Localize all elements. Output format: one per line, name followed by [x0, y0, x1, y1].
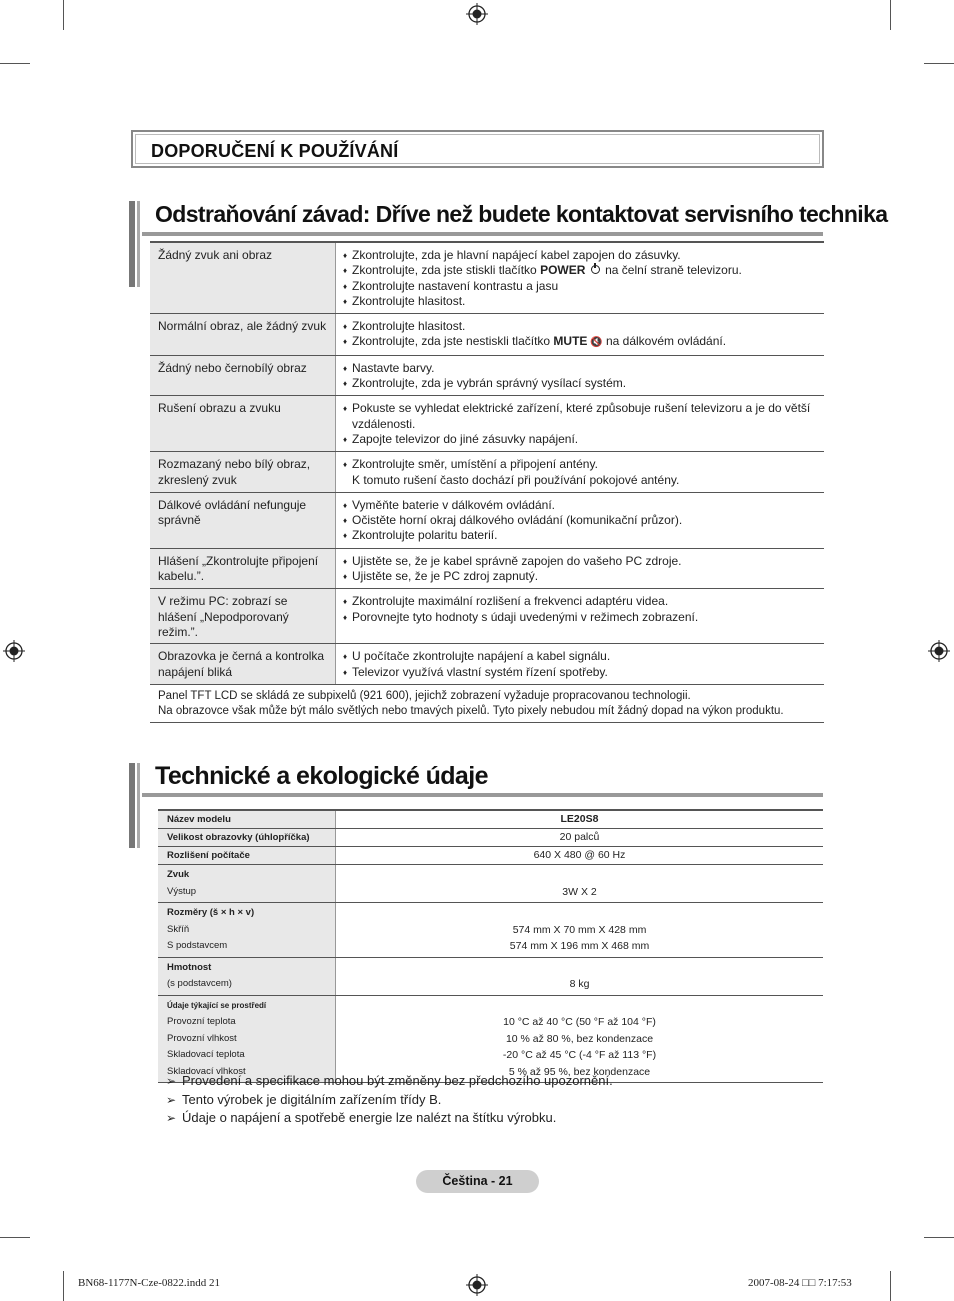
spec-label: Provozní vlhkost — [167, 1032, 237, 1044]
spec-value: 574 mm X 196 mm X 468 mm — [509, 940, 650, 952]
spec-value-cell — [336, 829, 823, 846]
spec-label: Provozní teplota — [167, 1016, 236, 1027]
solution-cell — [336, 644, 824, 684]
note-item — [166, 1091, 613, 1110]
section-title: DOPORUČENÍ K POUŽÍVÁNÍ — [151, 141, 399, 161]
spec-notes — [166, 1072, 613, 1128]
spec-label: S podstavcem — [167, 940, 228, 951]
spec-value: 10 % až 80 %, bez kondenzace — [505, 1032, 654, 1045]
solution-text: na čelní straně televizoru. — [601, 263, 742, 278]
registration-mark-icon — [466, 3, 488, 25]
spec-label-cell — [158, 958, 336, 995]
crop-mark — [924, 1237, 954, 1238]
solution-item: K tomuto rušení často dochází při používání pokojové antény. — [352, 472, 680, 487]
solution-item: ♦ Zkontrolujte směr, umístění a připojení antény. — [343, 457, 816, 472]
registration-mark-icon — [466, 1274, 488, 1296]
spec-label: Rozměry (š × h × v) — [167, 907, 255, 918]
solution-cell — [336, 356, 824, 396]
spec-value: -20 °C až 45 °C (-4 °F až 113 °F) — [502, 1049, 657, 1061]
note-line: Panel TFT LCD se skládá ze subpixelů (921 600), jejichž zobrazení vyžaduje propracovanou technologii. — [158, 689, 691, 702]
spec-value: 8 kg — [569, 978, 590, 990]
spec-label: Údaje týkající se prostředí — [167, 1000, 267, 1010]
crop-mark — [890, 1271, 891, 1301]
heading-bar — [129, 201, 135, 287]
solution-item: ♦ Nastavte barvy. — [343, 361, 816, 376]
solution-item: ♦ Očistěte horní okraj dálkového ovládání (komunikační průzor). — [343, 513, 816, 528]
footer-file: BN68-1177N-Cze-0822.indd 21 — [78, 1277, 220, 1289]
solution-cell — [336, 452, 824, 492]
solution-item: ♦ Ujistěte se, že je PC zdroj zapnutý. — [343, 569, 816, 584]
button-name: MUTE — [553, 334, 588, 349]
solution-item: ♦ Pokuste se vyhledat elektrické zařízení, které způsobuje rušení televizoru a je do větší vzdálenosti. — [343, 401, 816, 432]
section-title-box — [131, 130, 824, 168]
button-name: POWER — [540, 263, 586, 278]
spec-label-cell — [158, 847, 336, 864]
spec-value: 10 °C až 40 °C (50 °F až 104 °F) — [503, 1016, 656, 1028]
table-row — [150, 644, 824, 685]
table-row — [150, 452, 824, 493]
solution-item: ♦ Zkontrolujte maximální rozlišení a frekvenci adaptéru videa. — [343, 594, 816, 609]
registration-mark-icon — [928, 640, 950, 662]
table-row — [150, 396, 824, 452]
spec-row — [158, 809, 823, 829]
note-item — [166, 1109, 613, 1128]
spec-row — [158, 903, 823, 958]
solution-item: ♦ Zkontrolujte hlasitost. — [343, 294, 816, 309]
solution-cell — [336, 396, 824, 451]
solution-item: ♦ Zkontrolujte polaritu baterií. — [343, 528, 816, 543]
table-row — [150, 589, 824, 644]
solution-item: ♦ Zkontrolujte nastavení kontrastu a jasu — [343, 279, 816, 294]
spec-value: 3W X 2 — [562, 885, 597, 898]
table-row — [150, 356, 824, 397]
page-number: Čeština - 21 — [416, 1170, 539, 1193]
mute-icon: 🔇 — [587, 337, 603, 349]
problem-cell: Normální obraz, ale žádný zvuk — [150, 314, 336, 355]
solution-item — [343, 263, 816, 278]
solution-item: ♦ Zapojte televizor do jiné zásuvky napájení. — [343, 432, 816, 447]
heading-bar — [137, 201, 140, 287]
spec-label-cell — [158, 903, 336, 957]
spec-value: 640 X 480 @ 60 Hz — [533, 849, 626, 861]
spec-value: 574 mm X 70 mm X 428 mm — [512, 923, 647, 936]
table-row — [150, 493, 824, 549]
spec-row — [158, 829, 823, 847]
solution-cell — [336, 549, 824, 589]
solution-item — [343, 334, 816, 350]
spec-row — [158, 847, 823, 865]
spec-row — [158, 996, 823, 1084]
solution-cell — [336, 243, 824, 313]
solution-item: ♦ Porovnejte tyto hodnoty s údaji uvedenými v režimech zobrazení. — [343, 610, 816, 625]
solution-item: ♦ U počítače zkontrolujte napájení a kabel signálu. — [343, 649, 816, 664]
spec-label: Skříň — [167, 923, 190, 935]
crop-mark — [0, 1237, 30, 1238]
spec-value: 20 palců — [559, 831, 600, 843]
spec-row — [158, 865, 823, 903]
spec-label: (s podstavcem) — [167, 978, 232, 989]
spec-label: Rozlišení počítače — [167, 850, 250, 861]
solution-text: Zkontrolujte, zda jste nestiskli tlačítko — [352, 334, 554, 349]
problem-cell: Obrazovka je černá a kontrolka napájení bliká — [150, 644, 336, 684]
power-icon — [591, 265, 600, 274]
heading-bar — [137, 763, 140, 848]
problem-cell: Žádný zvuk ani obraz — [150, 243, 336, 313]
spec-value-cell — [336, 865, 823, 902]
arrow-icon: ➢ — [166, 1074, 177, 1088]
heading-rule — [142, 793, 823, 797]
spec-value-cell — [336, 811, 823, 828]
note-text: Provedení a specifikace mohou být změněny bez předchozího upozornění. — [182, 1073, 613, 1088]
spec-value: 5 % až 95 %, bez kondenzace — [508, 1065, 651, 1078]
crop-mark — [63, 0, 64, 30]
registration-mark-icon — [3, 640, 25, 662]
problem-cell: Dálkové ovládání nefunguje správně — [150, 493, 336, 548]
spec-value-cell — [336, 958, 823, 995]
heading-bar — [129, 763, 135, 848]
spec-label-cell — [158, 811, 336, 828]
arrow-icon: ➢ — [166, 1092, 177, 1107]
solution-text: Zkontrolujte, zda jste stiskli tlačítko — [352, 263, 541, 278]
solution-item: ♦ Televizor využívá vlastní systém řízení spotřeby. — [343, 665, 816, 680]
spec-label: Název modelu — [167, 814, 231, 825]
solution-cell — [336, 493, 824, 548]
pixel-note — [150, 685, 824, 723]
problem-cell: Žádný nebo černobílý obraz — [150, 356, 336, 396]
spec-label: Výstup — [167, 885, 197, 897]
spec-label: Skladovací vlhkost — [167, 1065, 246, 1077]
solution-cell — [336, 314, 824, 355]
spec-label-cell — [158, 996, 336, 1083]
spec-label: Zvuk — [167, 869, 190, 880]
crop-mark — [890, 0, 891, 30]
spec-value-cell — [336, 996, 823, 1083]
crop-mark — [63, 1271, 64, 1301]
specs-heading: Technické a ekologické údaje — [155, 762, 488, 790]
spec-value-cell — [336, 903, 823, 957]
problem-cell: Rušení obrazu a zvuku — [150, 396, 336, 451]
spec-value: LE20S8 — [560, 813, 599, 825]
table-row — [150, 549, 824, 590]
heading-rule — [142, 232, 823, 236]
spec-value-cell — [336, 847, 823, 864]
solution-item: ♦ Zkontrolujte, zda je hlavní napájecí kabel zapojen do zásuvky. — [343, 248, 816, 263]
note-text: Údaje o napájení a spotřebě energie lze nalézt na štítku výrobku. — [182, 1110, 557, 1125]
problem-cell: Rozmazaný nebo bílý obraz, zkreslený zvuk — [150, 452, 336, 492]
problem-cell: Hlášení „Zkontrolujte připojení kabelu.”. — [150, 549, 336, 589]
troubleshooting-heading: Odstraňování závad: Dříve než budete kontaktovat servisního technika — [155, 201, 888, 227]
spec-label-cell — [158, 829, 336, 846]
note-item — [166, 1072, 613, 1091]
spec-row — [158, 958, 823, 996]
spec-label: Velikost obrazovky (úhlopříčka) — [167, 832, 310, 843]
footer-date: 2007-08-24 □□ 7:17:53 — [748, 1277, 852, 1289]
solution-item: ♦ Vyměňte baterie v dálkovém ovládání. — [343, 498, 816, 513]
note-text: Tento výrobek je digitálním zařízením třídy B. — [182, 1091, 442, 1107]
spec-label: Skladovací teplota — [167, 1049, 245, 1060]
solution-item: ♦ Zkontrolujte, zda je vybrán správný vysílací systém. — [343, 376, 816, 391]
arrow-icon: ➢ — [166, 1111, 177, 1125]
spec-label: Hmotnost — [167, 961, 212, 973]
table-row — [150, 314, 824, 356]
note-line: Na obrazovce však může být málo světlých nebo tmavých pixelů. Tyto pixely nebudou mít žádný dopad na výkon produktu. — [158, 704, 784, 717]
crop-mark — [0, 63, 30, 64]
troubleshooting-table — [150, 241, 824, 723]
crop-mark — [924, 63, 954, 64]
solution-item: ♦ Ujistěte se, že je kabel správně zapojen do vašeho PC zdroje. — [343, 554, 816, 569]
solution-text: na dálkovém ovládání. — [602, 334, 727, 349]
solution-cell — [336, 589, 824, 643]
specs-table — [158, 809, 823, 1083]
problem-cell: V režimu PC: zobrazí se hlášení „Nepodporovaný režim.”. — [150, 589, 336, 643]
solution-item: ♦ Zkontrolujte hlasitost. — [343, 319, 816, 334]
table-row — [150, 241, 824, 314]
spec-label-cell — [158, 865, 336, 902]
